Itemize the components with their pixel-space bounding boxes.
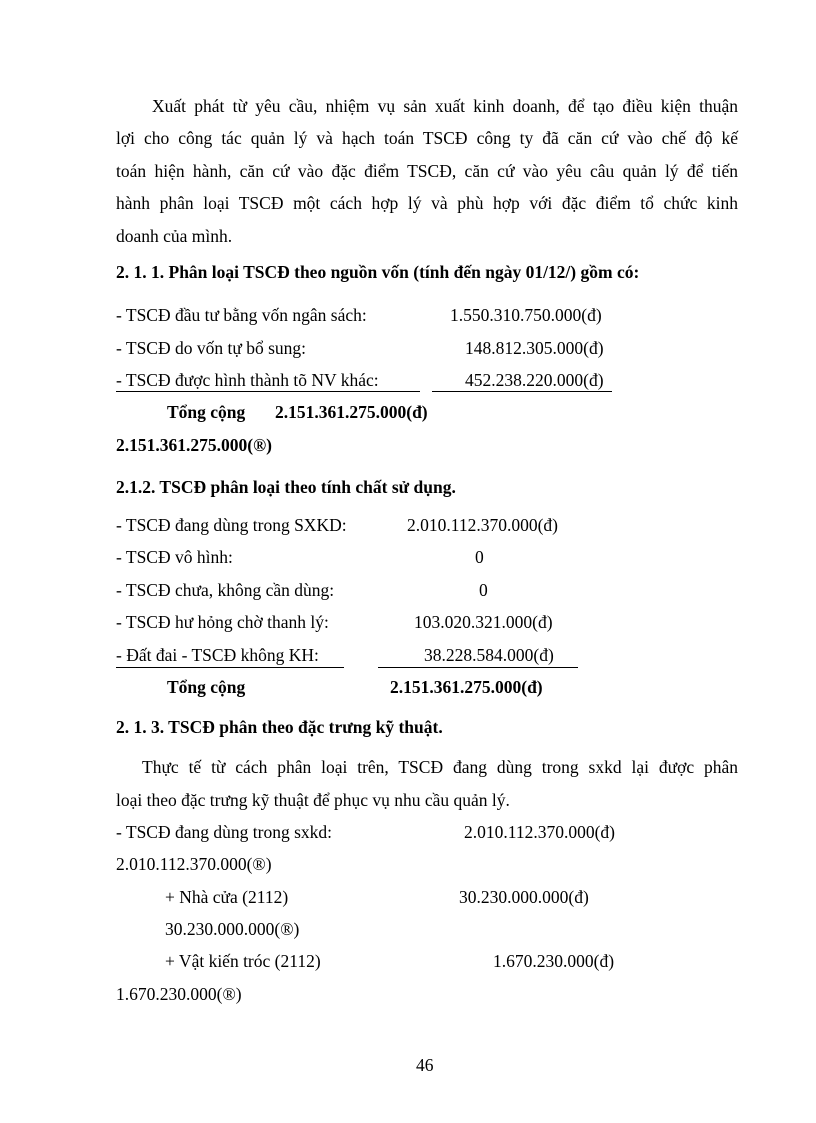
row-value: 38.228.584.000(đ) xyxy=(424,645,554,665)
intro-line-3: toán hiện hành, căn cứ vào đặc điểm TSCĐ, căn cứ vào yêu câu quản lý để tiến xyxy=(116,161,738,181)
total-repeat: 2.151.361.275.000(®) xyxy=(116,435,272,455)
row-label: - TSCĐ được hình thành tõ NV khác: xyxy=(116,370,379,390)
row-value: 148.812.305.000(đ) xyxy=(465,338,604,358)
row-value: 2.010.112.370.000(đ) xyxy=(464,822,616,842)
section-heading: 2.1.2. TSCĐ phân loại theo tính chất sử dụng. xyxy=(116,477,456,497)
section3-para-line-2: loại theo đặc trưng kỹ thuật để phục vụ nhu cầu quản lý. xyxy=(116,790,510,810)
intro-line-2: lợi cho công tác quản lý và hạch toán TSCĐ công ty đã căn cứ vào chế độ kế xyxy=(116,128,738,148)
row-value: 452.238.220.000(đ) xyxy=(465,370,604,390)
row-repeat: 1.670.230.000(®) xyxy=(116,984,242,1004)
total-label: Tổng cộng xyxy=(167,402,246,422)
row-label: - TSCĐ do vốn tự bổ sung: xyxy=(116,338,307,358)
page-number: 46 xyxy=(416,1055,434,1075)
row-label: - TSCĐ đầu tư bằng vốn ngân sách: xyxy=(116,305,367,325)
row-label: - TSCĐ đang dùng trong SXKD: xyxy=(116,515,347,535)
section3-para-line-1: Thực tế từ cách phân loại trên, TSCĐ đang dùng trong sxkd lại được phân xyxy=(142,757,738,777)
section-heading: 2. 1. 1. Phân loại TSCĐ theo nguồn vốn (tính đến ngày 01/12/) gồm có: xyxy=(116,262,640,282)
row-value: 1.670.230.000(đ) xyxy=(493,951,615,971)
intro-line-4: hành phân loại TSCĐ một cách hợp lý và phù hợp với đặc điểm tổ chức kinh xyxy=(116,193,738,213)
total-value: 2.151.361.275.000(đ) xyxy=(390,677,543,697)
underline-rule xyxy=(116,667,344,668)
total-value: 2.151.361.275.000(đ) xyxy=(275,402,428,422)
row-label: - TSCĐ chưa, không cần dùng: xyxy=(116,580,335,600)
intro-line-5: doanh của mình. xyxy=(116,226,233,246)
row-label: - TSCĐ hư hỏng chờ thanh lý: xyxy=(116,612,329,632)
row-value: 1.550.310.750.000(đ) xyxy=(450,305,602,325)
total-label: Tổng cộng xyxy=(167,677,246,697)
underline-rule xyxy=(432,391,612,392)
row-label: - TSCĐ vô hình: xyxy=(116,547,233,567)
row-value: 2.010.112.370.000(đ) xyxy=(407,515,559,535)
row-value: 0 xyxy=(475,547,484,567)
section-heading: 2. 1. 3. TSCĐ phân theo đặc trưng kỹ thuật. xyxy=(116,717,443,737)
row-value: 103.020.321.000(đ) xyxy=(414,612,553,632)
row-repeat: 30.230.000.000(®) xyxy=(165,919,300,939)
row-value: 0 xyxy=(479,580,488,600)
intro-line-1: Xuất phát từ yêu cầu, nhiệm vụ sản xuất kinh doanh, để tạo điều kiện thuận xyxy=(152,96,738,116)
row-label: + Nhà cửa (2112) xyxy=(165,887,289,907)
underline-rule xyxy=(378,667,578,668)
row-repeat: 2.010.112.370.000(®) xyxy=(116,854,272,874)
underline-rule xyxy=(116,391,420,392)
row-label: + Vật kiến tróc (2112) xyxy=(165,951,321,971)
row-label: - Đất đai - TSCĐ không KH: xyxy=(116,645,319,665)
row-value: 30.230.000.000(đ) xyxy=(459,887,589,907)
row-label: - TSCĐ đang dùng trong sxkd: xyxy=(116,822,332,842)
